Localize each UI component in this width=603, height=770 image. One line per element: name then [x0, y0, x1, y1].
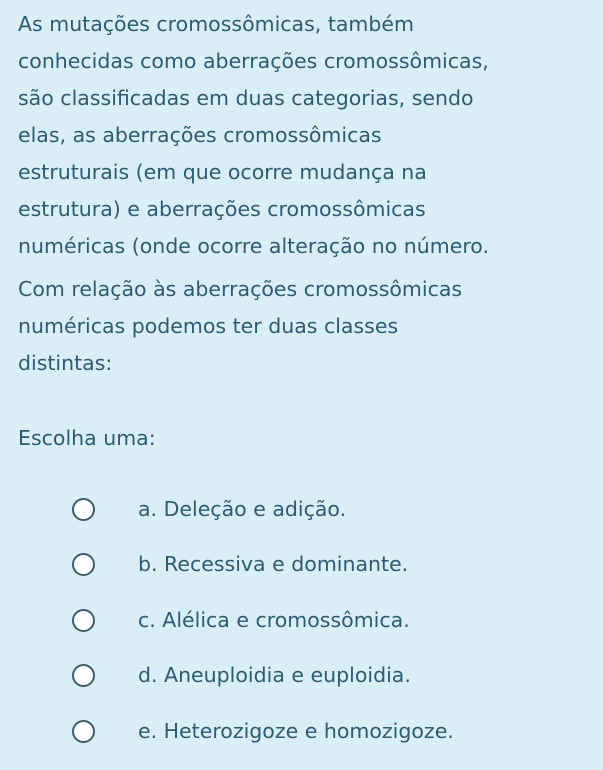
option-b[interactable]	[72, 546, 408, 582]
radio-button-icon[interactable]	[72, 720, 95, 743]
option-e[interactable]	[72, 713, 454, 749]
option-label[interactable]: b. Recessiva e dominante.	[138, 552, 409, 576]
question-paragraph-1	[18, 6, 598, 265]
question-line: estruturais (em que ocorre mudança na	[18, 160, 427, 184]
option-label[interactable]: c. Alélica e cromossômica.	[138, 608, 410, 632]
choose-one-prompt: Escolha uma:	[18, 426, 156, 450]
question-line: distintas:	[18, 351, 113, 375]
option-label[interactable]: a. Deleção e adição.	[138, 497, 347, 521]
radio-button-icon[interactable]	[72, 498, 95, 521]
question-line: elas, as aberrações cromossômicas	[18, 123, 382, 147]
question-line: As mutações cromossômicas, também	[18, 12, 414, 36]
question-line: estrutura) e aberrações cromossômicas	[18, 197, 426, 221]
question-text	[18, 6, 598, 382]
question-line: Com relação às aberrações cromossômicas	[18, 277, 463, 301]
option-label[interactable]: d. Aneuploidia e euploidia.	[138, 663, 411, 687]
radio-button-icon[interactable]	[72, 553, 95, 576]
radio-button-icon[interactable]	[72, 609, 95, 632]
option-label[interactable]: e. Heterozigoze e homozigoze.	[138, 719, 454, 743]
question-line: conhecidas como aberrações cromossômicas,	[18, 49, 489, 73]
radio-button-icon[interactable]	[72, 664, 95, 687]
question-line: numéricas podemos ter duas classes	[18, 314, 399, 338]
option-a[interactable]	[72, 491, 346, 527]
question-line: numéricas (onde ocorre alteração no número.	[18, 234, 490, 258]
question-line: são classificadas em duas categorias, sendo	[18, 86, 474, 110]
question-paragraph-2	[18, 271, 598, 382]
option-d[interactable]	[72, 657, 411, 693]
option-c[interactable]	[72, 602, 410, 638]
